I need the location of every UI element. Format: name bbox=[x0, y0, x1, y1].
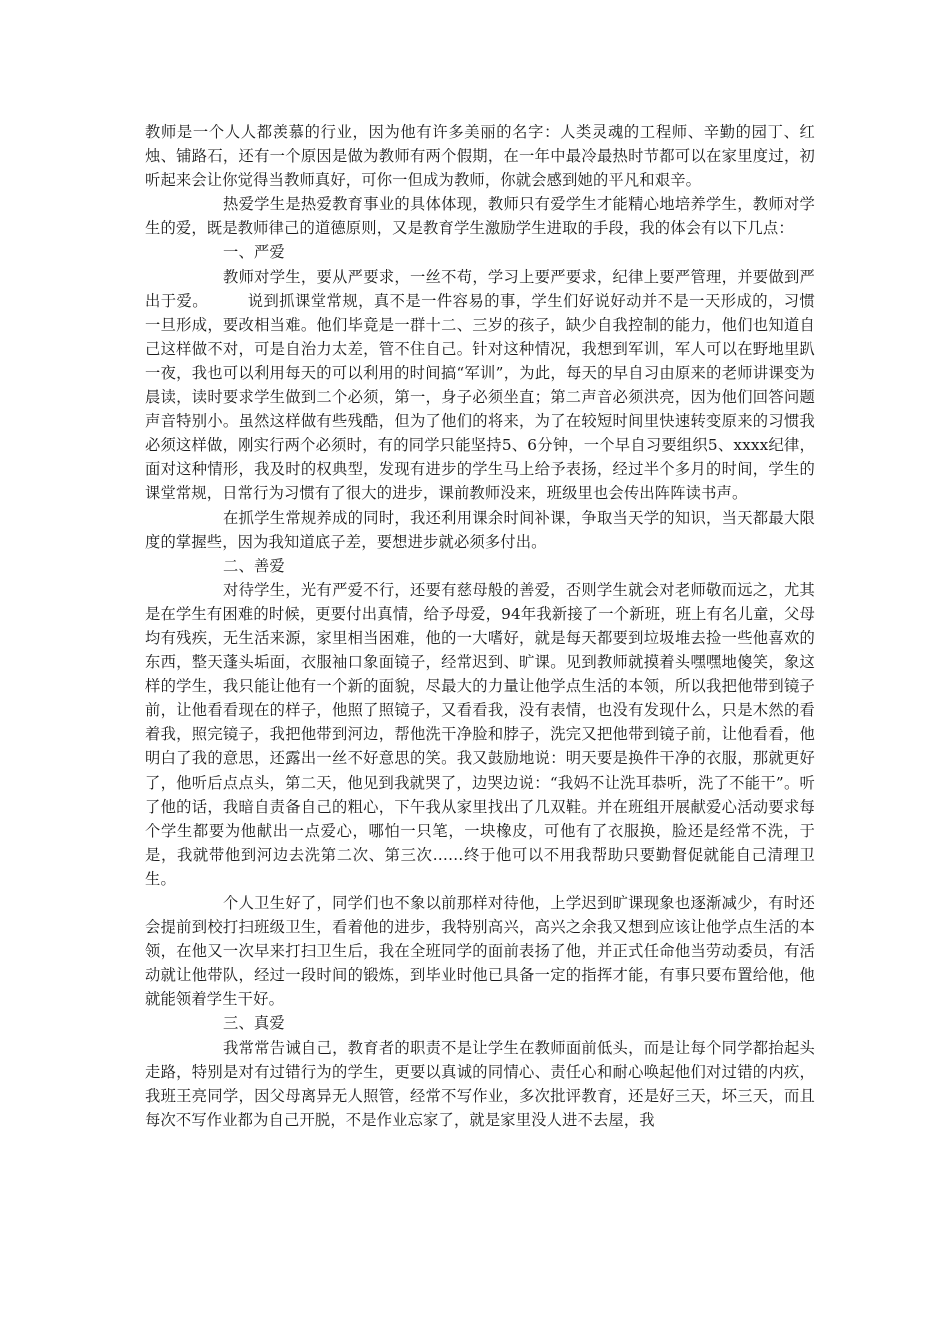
section3-heading: 三、真爱 bbox=[223, 1014, 285, 1033]
love-intro-paragraph: 热爱学生是热爱教育事业的具体体现，教师只有爱学生才能精心地培养学生，教师对学生的爱，既是教师律己的道德原则，又是教育学生激励学生进取的手段，我的体会有以下几点： bbox=[145, 195, 815, 238]
section1-paragraph-1: 教师对学生，要从严要求，一丝不苟，学习上要严要求，纪律上要严管理，并要做到严出于爱。 说到抓课堂常规，真不是一件容易的事，学生们好说好动并不是一天形成的，习惯一旦形成，要改相当难。他们毕竟是一群十二、三岁的孩子，缺少自我控制的能力，他们也知道自己这样做不对，可是自治力太差，管不住自己。针对这种情况，我想到军训，军人可以在野地里趴一夜，我也可以利用每天的可以利用的时间搞“军训”，为此，每天的早自习由原来的老师讲课变为晨读，读时要求学生做到二个必须，第一，身子必须坐直；第二声音必须洪亮，因为他们回答问题声音特别小。虽然这样做有些残酷，但为了他们的将来，为了在较短时间里快速转变原来的习惯我必须这样做，刚实行两个必须时，有的同学只能坚持5、6分钟，一个早自习要组织5、xxxx纪律，面对这种情形，我及时的权典型，发现有进步的学生马上给予表扬，经过半个多月的时间，学生的课堂常规，日常行为习惯有了很大的进步，课前教师没来，班级里也会传出阵阵读书声。 bbox=[145, 267, 815, 503]
section2-heading: 二、善爱 bbox=[223, 556, 285, 575]
section1-paragraph-2: 在抓学生常规养成的同时，我还利用课余时间补课，争取当天学的知识，当天都最大限度的掌握些，因为我知道底子差，要想进步就必须多付出。 bbox=[145, 508, 815, 551]
intro-paragraph: 教师是一个人人都羡慕的行业，因为他有许多美丽的名字：人类灵魂的工程师、辛勤的园丁、红烛、铺路石，还有一个原因是做为教师有两个假期，在一年中最冷最热时节都可以在家里度过，初听起来会让你觉得当教师真好，可你一但成为教师，你就会感到她的平凡和艰辛。 bbox=[145, 123, 815, 190]
section2-paragraph-1: 对待学生，光有严爱不行，还要有慈母般的善爱，否则学生就会对老师敬而远之，尤其是在学生有困难的时候，更要付出真情，给予母爱，94年我新接了一个新班，班上有名儿童，父母均有残疾，无生活来源，家里相当困难，他的一大嗜好，就是每天都要到垃圾堆去捡一些他喜欢的东西，整天蓬头垢面，衣服袖口象面镜子，经常迟到、旷课。见到教师就摸着头嘿嘿地傻笑，象这样的学生，我只能让他有一个新的面貌，尽最大的力量让他学点生活的本领，所以我把他带到镜子前，让他看看现在的样子，他照了照镜子，又看看我，没有表情，也没有发现什么，只是木然的看着我，照完镜子，我把他带到河边，帮他洗干净脸和脖子，洗完又把他带到镜子前，让他看看，他明白了我的意思，还露出一丝不好意思的笑。我又鼓励地说：明天要是换件干净的衣服，那就更好了，他听后点点头，第二天，他见到我就哭了，边哭边说：“我妈不让洗耳恭听，洗了不能干”。听了他的话，我暗自责备自己的粗心，下午我从家里找出了几双鞋。并在班组开展献爱心活动要求每个学生都要为他献出一点爱心，哪怕一只笔，一块橡皮，可他有了衣服换，脸还是经常不洗，于是，我就带他到河边去洗第二次、第三次……终于他可以不用我帮助只要勤督促就能自己清理卫生。 bbox=[145, 580, 815, 888]
section3-paragraph-1: 我常常告诫自己，教育者的职责不是让学生在教师面前低头，而是让每个同学都抬起头走路，特别是对有过错行为的学生，更要以真诚的同情心、责任心和耐心唤起他们对过错的内疚，我班王亮同学，因父母离异无人照管，经常不写作业，多次批评教育，还是好三天，坏三天，而且每次不写作业都为自己开脱，不是作业忘家了，就是家里没人进不去屋，我 bbox=[145, 1038, 815, 1129]
section2-paragraph-2: 个人卫生好了，同学们也不象以前那样对待他，上学迟到旷课现象也逐渐减少，有时还会提前到校打扫班级卫生，看着他的进步，我特别高兴，高兴之余我又想到应该让他学点生活的本领，在他又一次早来打扫卫生后，我在全班同学的面前表扬了他，并正式任命他当劳动委员，有活动就让他带队，经过一段时间的锻炼，到毕业时他已具备一定的指挥才能，有事只要布置给他，他就能领着学生干好。 bbox=[145, 894, 815, 1009]
document-body bbox=[145, 120, 815, 1132]
section1-heading: 一、严爱 bbox=[223, 243, 285, 262]
